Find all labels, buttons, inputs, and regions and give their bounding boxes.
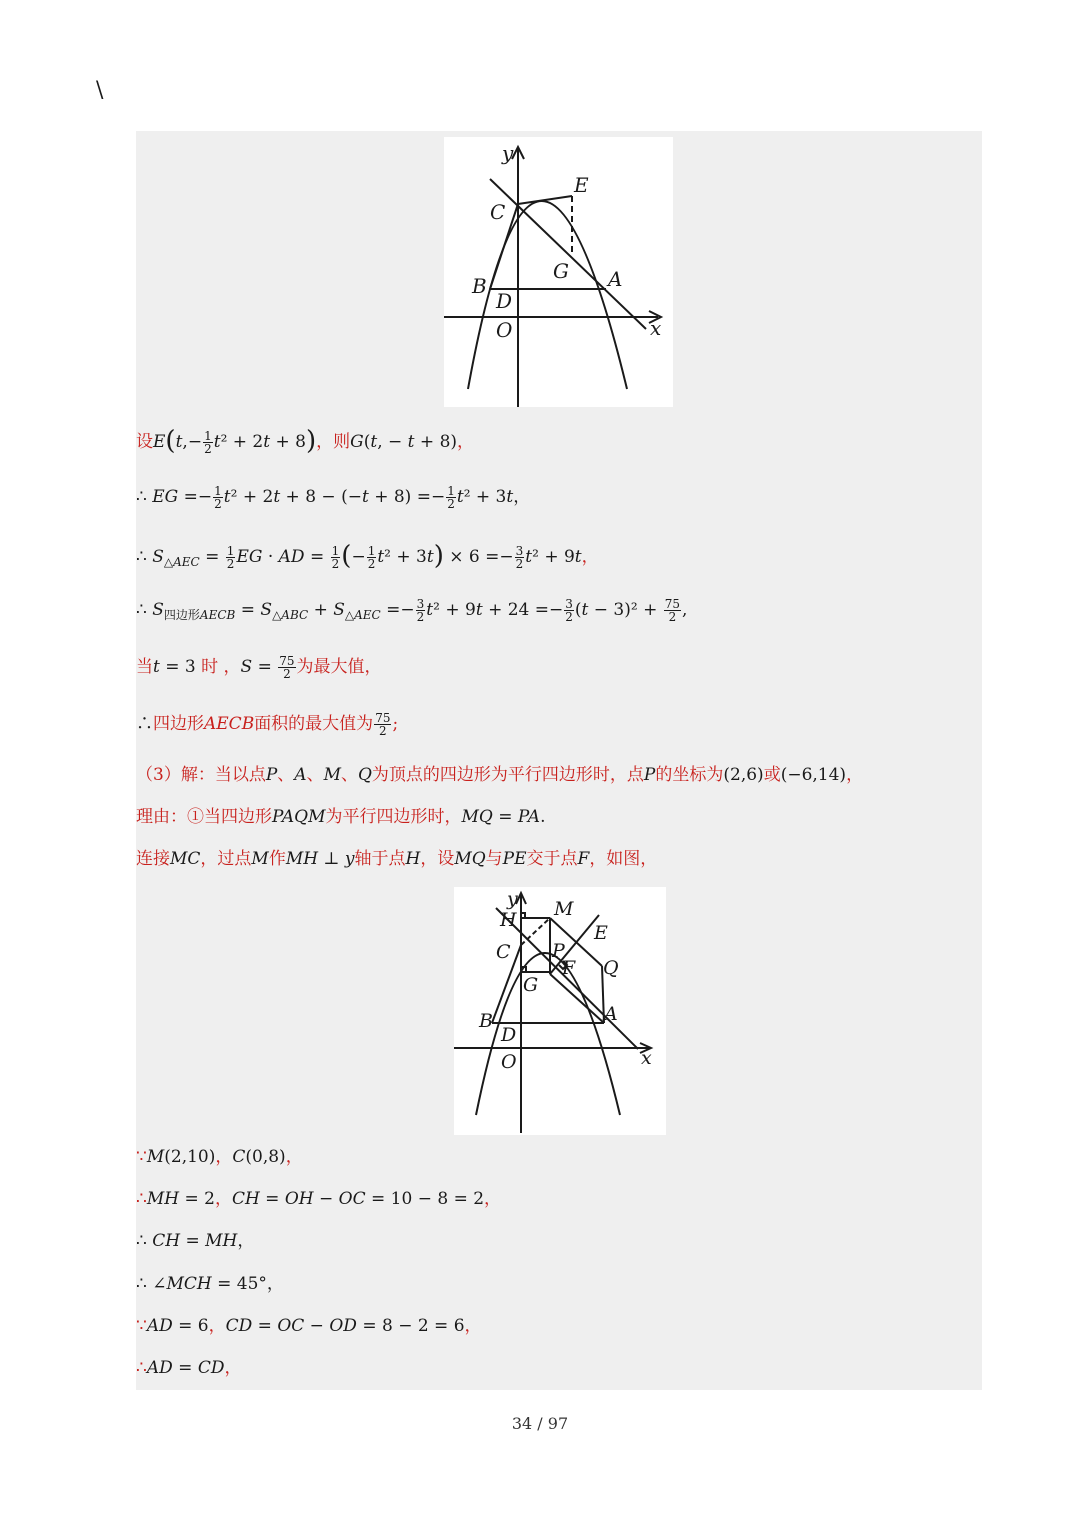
line-area-aecb: ∴ $S_{四边形AECB} = S_{\triangle ABC} + S_{\triangle AEC}$ =− $\frac{3}{2}$ t² + 9t + 24 =− $\frac{3}{2}$ (t − 3)² + $\frac{75}{2}$ , bbox=[136, 597, 688, 624]
line-set-e: 设E(t,− $\frac{1}{2}$ t² + 2t + 8)，则G(t, − t + 8)， bbox=[136, 426, 475, 456]
label-e: E bbox=[574, 173, 589, 197]
line-connect: 连接MC，过点M作MH ⊥ y轴于点H，设MQ与PE交于点F，如图， bbox=[136, 849, 658, 869]
label-a: A bbox=[608, 267, 623, 291]
line-max-area: ∴四边形AECB面积的最大值为 $\frac{75}{2}$ ; bbox=[136, 711, 399, 738]
label-p: P bbox=[552, 940, 565, 962]
segment-ce bbox=[518, 196, 572, 204]
line-area-aec: ∴ $S_{\triangle AEC}$ = $\frac{1}{2}$ EG · AD = $\frac{1}{2}$ (− $\frac{1}{2}$ t² + 3t) × 6 =− $\frac{3}{2}$ t² + 9t， bbox=[136, 541, 599, 571]
label-d: D bbox=[496, 289, 513, 313]
segment-pa bbox=[550, 974, 604, 1023]
segment-mc bbox=[521, 918, 550, 945]
label-h: H bbox=[500, 909, 517, 931]
label-q: Q bbox=[603, 957, 619, 979]
label-g: G bbox=[553, 259, 569, 283]
label-y: y bbox=[502, 141, 514, 165]
label-e: E bbox=[594, 922, 608, 944]
label-b: B bbox=[472, 274, 487, 298]
figure-1-svg bbox=[444, 137, 673, 407]
label-x: x bbox=[641, 1047, 652, 1069]
line-eg: ∴ EG =− $\frac{1}{2}$ t² + 2t + 8 − (−t + 8) =− $\frac{1}{2}$ t² + 3t， bbox=[136, 484, 531, 511]
label-c: C bbox=[490, 200, 506, 224]
line-part3: （3）解：当以点P、A、M、Q为顶点的四边形为平行四边形时，点P的坐标为(2,6)或(−6,14)， bbox=[136, 765, 864, 785]
corner-mark: \ bbox=[96, 78, 104, 103]
label-m: M bbox=[554, 898, 574, 920]
figure-2 bbox=[454, 887, 666, 1135]
label-d: D bbox=[501, 1024, 517, 1046]
line-ca bbox=[490, 179, 646, 329]
line-coords-mc: ∵M(2,10)，C(0,8)， bbox=[136, 1147, 303, 1167]
label-a: A bbox=[604, 1003, 618, 1025]
line-mh-ch: ∴MH = 2，CH = OH − OC = 10 − 8 = 2， bbox=[136, 1189, 502, 1209]
label-y: y bbox=[507, 888, 518, 910]
label-o: O bbox=[501, 1051, 517, 1073]
parabola bbox=[468, 201, 627, 389]
solution-panel bbox=[136, 131, 982, 1390]
label-g: G bbox=[523, 974, 539, 996]
line-ad-eq-cd: ∴AD = CD， bbox=[136, 1358, 242, 1378]
label-o: O bbox=[496, 318, 513, 342]
label-x: x bbox=[650, 316, 662, 340]
line-angle: ∴ ∠MCH = 45°， bbox=[136, 1274, 284, 1294]
label-f: F bbox=[562, 957, 576, 979]
figure-1 bbox=[444, 137, 673, 407]
line-max-s: 当t = 3 时 ，S = $\frac{75}{2}$ 为最大值， bbox=[136, 654, 382, 681]
line-reason: 理由：①当四边形PAQM为平行四边形时，MQ = PA. bbox=[136, 807, 546, 827]
page-number: 34 / 97 bbox=[511, 1414, 569, 1433]
label-b: B bbox=[479, 1010, 493, 1032]
label-c: C bbox=[496, 941, 511, 963]
line-ad-cd: ∵AD = 6，CD = OC − OD = 8 − 2 = 6， bbox=[136, 1316, 482, 1336]
figure-2-svg bbox=[454, 887, 666, 1135]
parabola bbox=[476, 953, 620, 1115]
line-ch-eq-mh: ∴ CH = MH， bbox=[136, 1231, 255, 1251]
